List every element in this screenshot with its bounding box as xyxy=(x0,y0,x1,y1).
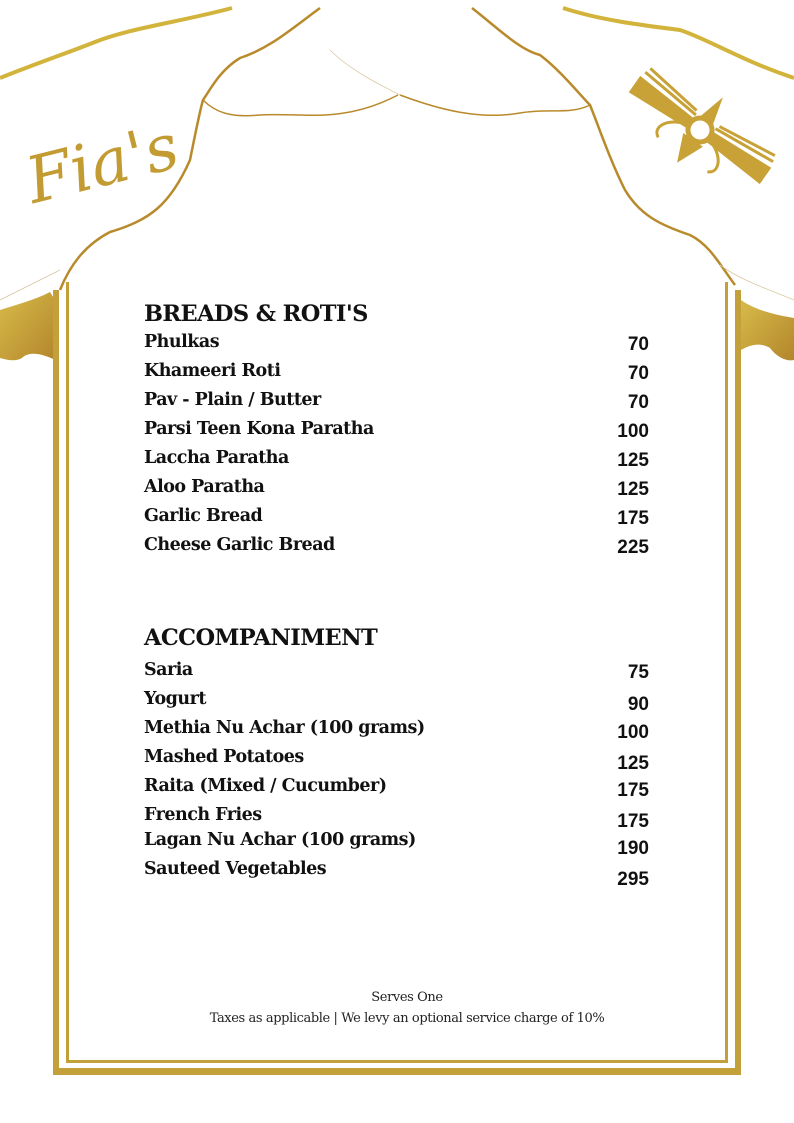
item-name: Sauteed Vegetables xyxy=(144,859,327,879)
item-name: Yogurt xyxy=(144,689,206,709)
item-name: Methia Nu Achar (100 grams) xyxy=(144,718,425,738)
item-name: Lagan Nu Achar (100 grams) xyxy=(144,830,416,850)
item-name: Saria xyxy=(144,660,193,680)
menu-content xyxy=(144,297,649,890)
faravahar-icon xyxy=(612,51,789,208)
item-price: 70 xyxy=(627,392,649,413)
menu-item xyxy=(144,447,649,476)
section-title: ACCOMPANIMENT xyxy=(144,625,378,651)
item-name: Khameeri Roti xyxy=(144,361,281,381)
menu-item xyxy=(144,389,649,418)
item-price: 125 xyxy=(617,450,649,471)
section-accompaniment xyxy=(144,621,649,890)
footer-note: Taxes as applicable | We levy an optional service charge of 10% xyxy=(209,1011,605,1026)
menu-item xyxy=(144,418,649,447)
item-name: French Fries xyxy=(144,805,262,825)
item-name: Cheese Garlic Bread xyxy=(144,535,335,555)
item-price: 190 xyxy=(617,838,649,859)
section-breads xyxy=(144,297,649,563)
item-name: Pav - Plain / Butter xyxy=(144,390,321,410)
item-name: Parsi Teen Kona Paratha xyxy=(144,419,374,439)
item-name: Garlic Bread xyxy=(144,506,263,526)
section-title: BREADS & ROTI'S xyxy=(144,301,368,327)
menu-item xyxy=(144,360,649,389)
menu-item xyxy=(144,717,649,746)
menu-item xyxy=(144,659,649,688)
menu-item xyxy=(144,746,649,775)
menu-item xyxy=(144,804,649,832)
item-price: 175 xyxy=(617,508,649,529)
brand-logo: Fia's xyxy=(19,109,186,219)
item-price: 175 xyxy=(617,811,649,832)
menu-item xyxy=(144,775,649,804)
footer-serves: Serves One xyxy=(371,990,443,1005)
menu-item xyxy=(144,858,649,890)
item-price: 90 xyxy=(627,694,649,715)
item-price: 125 xyxy=(617,753,649,774)
item-price: 70 xyxy=(627,334,649,355)
item-name: Mashed Potatoes xyxy=(144,747,304,767)
item-price: 100 xyxy=(617,421,649,442)
menu-item xyxy=(144,331,649,360)
item-price: 125 xyxy=(617,479,649,500)
menu-item xyxy=(144,688,649,717)
item-name: Aloo Paratha xyxy=(144,477,265,497)
item-name: Phulkas xyxy=(144,332,220,352)
item-name: Raita (Mixed / Cucumber) xyxy=(144,776,387,796)
menu-item xyxy=(144,534,649,563)
menu-item xyxy=(144,476,649,505)
item-price: 175 xyxy=(617,780,649,801)
item-price: 100 xyxy=(617,722,649,743)
item-price: 70 xyxy=(627,363,649,384)
item-price: 225 xyxy=(617,537,649,558)
menu-item xyxy=(144,505,649,534)
item-price: 295 xyxy=(617,869,649,890)
item-name: Laccha Paratha xyxy=(144,448,289,468)
menu-item xyxy=(144,829,649,858)
item-price: 75 xyxy=(627,662,649,683)
